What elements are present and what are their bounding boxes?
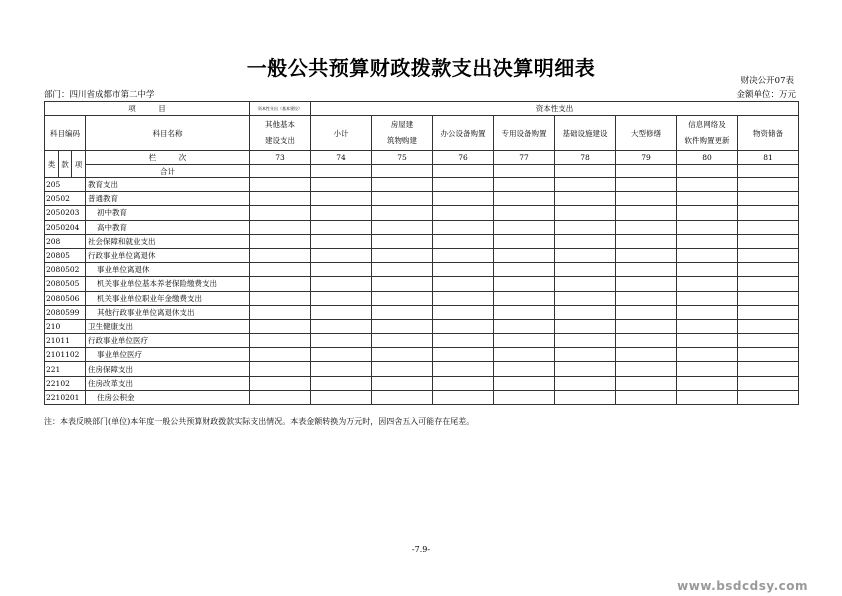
header-other-line2: 建设支出 <box>265 136 295 145</box>
amount-cell <box>494 348 555 362</box>
table-row <box>45 206 799 220</box>
amount-cell <box>677 319 738 333</box>
subject-code-cell: 2080599 <box>45 305 86 319</box>
amount-cell <box>738 305 799 319</box>
amount-cell <box>494 234 555 248</box>
subject-code-cell: 22102 <box>45 376 86 390</box>
cell <box>555 165 616 178</box>
amount-cell <box>250 319 311 333</box>
amount-cell <box>250 291 311 305</box>
amount-cell <box>677 376 738 390</box>
subject-name-cell: 教育支出 <box>86 178 250 192</box>
amount-cell <box>616 248 677 262</box>
amount-cell <box>250 277 311 291</box>
cell <box>677 165 738 178</box>
amount-cell <box>494 263 555 277</box>
col-num: 74 <box>311 151 372 165</box>
table-row <box>45 263 799 277</box>
header-capital-basic-small: 资本性支出（基本建设） <box>250 102 311 116</box>
amount-cell <box>616 390 677 404</box>
header-house-line2: 筑物购建 <box>387 136 417 145</box>
amount-cell <box>372 348 433 362</box>
col-num: 81 <box>738 151 799 165</box>
amount-cell <box>372 305 433 319</box>
amount-cell <box>433 206 494 220</box>
amount-cell <box>738 220 799 234</box>
subject-code-cell: 205 <box>45 178 86 192</box>
header-other-line1: 其他基本 <box>265 120 295 129</box>
header-info-line2: 软件购置更新 <box>684 136 730 145</box>
table-title: 一般公共预算财政拨款支出决算明细表 <box>246 56 596 80</box>
subject-name-cell: 初中教育 <box>86 206 250 220</box>
col-num: 78 <box>555 151 616 165</box>
header-lei: 类 <box>45 151 59 178</box>
amount-cell <box>738 291 799 305</box>
amount-cell <box>250 390 311 404</box>
header-material-reserve: 物资储备 <box>738 116 799 151</box>
amount-cell <box>311 248 372 262</box>
table-row <box>45 277 799 291</box>
amount-cell <box>372 263 433 277</box>
amount-cell <box>616 263 677 277</box>
subject-code-cell: 208 <box>45 234 86 248</box>
amount-cell <box>677 192 738 206</box>
subject-name-cell: 普通教育 <box>86 192 250 206</box>
amount-cell <box>677 348 738 362</box>
subject-code-cell: 2050203 <box>45 206 86 220</box>
total-row-label: 合计 <box>86 165 250 178</box>
subject-code-cell: 20502 <box>45 192 86 206</box>
amount-cell <box>677 277 738 291</box>
subject-name-cell: 住房保障支出 <box>86 362 250 376</box>
amount-cell <box>311 305 372 319</box>
amount-cell <box>738 348 799 362</box>
header-major-repair: 大型修缮 <box>616 116 677 151</box>
cell <box>311 165 372 178</box>
amount-cell <box>494 319 555 333</box>
amount-cell <box>250 192 311 206</box>
amount-cell <box>372 376 433 390</box>
header-info-line1: 信息网络及 <box>688 120 726 129</box>
amount-cell <box>311 319 372 333</box>
amount-cell <box>738 206 799 220</box>
header-kuan: 款 <box>59 151 72 178</box>
amount-cell <box>555 334 616 348</box>
header-special-equipment: 专用设备购置 <box>494 116 555 151</box>
amount-cell <box>433 234 494 248</box>
amount-cell <box>250 248 311 262</box>
amount-cell <box>616 376 677 390</box>
table-row <box>45 291 799 305</box>
amount-cell <box>433 192 494 206</box>
amount-cell <box>738 277 799 291</box>
amount-cell <box>433 334 494 348</box>
amount-cell <box>677 263 738 277</box>
amount-cell <box>311 376 372 390</box>
header-house-construction <box>372 116 433 151</box>
amount-cell <box>738 362 799 376</box>
amount-cell <box>372 248 433 262</box>
amount-cell <box>555 220 616 234</box>
table-row <box>45 234 799 248</box>
amount-cell <box>738 263 799 277</box>
amount-cell <box>738 192 799 206</box>
col-num: 80 <box>677 151 738 165</box>
header-subject-code: 科目编码 <box>45 116 86 151</box>
col-num: 73 <box>250 151 311 165</box>
amount-cell <box>372 291 433 305</box>
subject-code-cell: 210 <box>45 319 86 333</box>
subject-name-cell: 卫生健康支出 <box>86 319 250 333</box>
amount-cell <box>433 348 494 362</box>
amount-cell <box>494 376 555 390</box>
amount-cell <box>616 277 677 291</box>
subject-code-cell: 2080505 <box>45 277 86 291</box>
amount-cell <box>677 206 738 220</box>
amount-cell <box>738 248 799 262</box>
page-number: -7.9- <box>411 545 431 554</box>
amount-cell <box>616 291 677 305</box>
amount-cell <box>677 291 738 305</box>
department-label: 部门：四川省成都市第二中学 <box>44 90 155 100</box>
subject-name-cell: 行政事业单位医疗 <box>86 334 250 348</box>
table-row <box>45 192 799 206</box>
amount-unit-label: 金额单位：万元 <box>736 90 796 100</box>
amount-cell <box>555 248 616 262</box>
amount-cell <box>372 334 433 348</box>
amount-cell <box>433 319 494 333</box>
cell <box>433 165 494 178</box>
subject-name-cell: 高中教育 <box>86 220 250 234</box>
subject-name-cell: 机关事业单位职业年金缴费支出 <box>86 291 250 305</box>
cell <box>250 165 311 178</box>
expenditure-table <box>44 101 799 405</box>
amount-cell <box>372 220 433 234</box>
amount-cell <box>250 348 311 362</box>
amount-cell <box>311 178 372 192</box>
cell <box>372 165 433 178</box>
header-project: 项 目 <box>45 102 250 116</box>
amount-cell <box>311 291 372 305</box>
subject-name-cell: 住房公积金 <box>86 390 250 404</box>
table-row <box>45 362 799 376</box>
amount-cell <box>616 334 677 348</box>
subject-code-cell: 20805 <box>45 248 86 262</box>
amount-cell <box>311 192 372 206</box>
amount-cell <box>250 362 311 376</box>
amount-cell <box>555 234 616 248</box>
amount-cell <box>372 192 433 206</box>
amount-cell <box>555 277 616 291</box>
amount-cell <box>555 206 616 220</box>
subject-name-cell: 住房改革支出 <box>86 376 250 390</box>
amount-cell <box>372 234 433 248</box>
subject-code-cell: 2210201 <box>45 390 86 404</box>
amount-cell <box>494 291 555 305</box>
amount-cell <box>738 334 799 348</box>
amount-cell <box>738 234 799 248</box>
col-num: 79 <box>616 151 677 165</box>
subject-code-cell: 221 <box>45 362 86 376</box>
amount-cell <box>494 362 555 376</box>
amount-cell <box>677 234 738 248</box>
amount-cell <box>555 178 616 192</box>
amount-cell <box>738 319 799 333</box>
header-subject-name: 科目名称 <box>86 116 250 151</box>
table-row <box>45 248 799 262</box>
amount-cell <box>555 376 616 390</box>
amount-cell <box>311 234 372 248</box>
amount-cell <box>250 178 311 192</box>
table-footnote: 注：本表反映部门(单位)本年度一般公共预算财政拨款实际支出情况。本表金额转换为万元时，因四舍五入可能存在尾差。 <box>44 417 475 426</box>
subject-name-cell: 机关事业单位基本养老保险缴费支出 <box>86 277 250 291</box>
amount-cell <box>311 277 372 291</box>
amount-cell <box>311 220 372 234</box>
amount-cell <box>433 263 494 277</box>
cell <box>616 165 677 178</box>
amount-cell <box>494 220 555 234</box>
amount-cell <box>372 362 433 376</box>
header-info-network <box>677 116 738 151</box>
header-house-line1: 房屋建 <box>390 120 414 129</box>
table-row <box>45 334 799 348</box>
amount-cell <box>372 178 433 192</box>
subject-name-cell: 事业单位离退休 <box>86 263 250 277</box>
amount-cell <box>433 291 494 305</box>
header-office-equipment: 办公设备购置 <box>433 116 494 151</box>
amount-cell <box>250 376 311 390</box>
cell <box>494 165 555 178</box>
watermark: www.bsdcdsy.com <box>677 579 808 593</box>
subject-name-cell: 行政事业单位离退休 <box>86 248 250 262</box>
amount-cell <box>555 362 616 376</box>
amount-cell <box>616 305 677 319</box>
subject-code-cell: 2101102 <box>45 348 86 362</box>
table-row <box>45 390 799 404</box>
header-other-basic-construction <box>250 116 311 151</box>
amount-cell <box>433 248 494 262</box>
amount-cell <box>311 362 372 376</box>
amount-cell <box>555 348 616 362</box>
subject-code-cell: 2080506 <box>45 291 86 305</box>
amount-cell <box>494 206 555 220</box>
header-xiang: 项 <box>72 151 86 178</box>
amount-cell <box>250 263 311 277</box>
amount-cell <box>433 220 494 234</box>
amount-cell <box>433 376 494 390</box>
header-infrastructure: 基础设施建设 <box>555 116 616 151</box>
amount-cell <box>616 220 677 234</box>
amount-cell <box>494 334 555 348</box>
amount-cell <box>494 305 555 319</box>
amount-cell <box>250 334 311 348</box>
amount-cell <box>677 362 738 376</box>
amount-cell <box>677 220 738 234</box>
amount-cell <box>250 220 311 234</box>
amount-cell <box>311 263 372 277</box>
amount-cell <box>738 390 799 404</box>
amount-cell <box>494 178 555 192</box>
amount-cell <box>677 178 738 192</box>
amount-cell <box>616 178 677 192</box>
amount-cell <box>555 319 616 333</box>
amount-cell <box>433 390 494 404</box>
amount-cell <box>616 206 677 220</box>
amount-cell <box>616 362 677 376</box>
amount-cell <box>555 390 616 404</box>
subject-code-cell: 2050204 <box>45 220 86 234</box>
amount-cell <box>677 390 738 404</box>
form-code: 财决公开07表 <box>740 76 794 86</box>
subject-code-cell: 2080502 <box>45 263 86 277</box>
amount-cell <box>433 277 494 291</box>
amount-cell <box>494 248 555 262</box>
table-row <box>45 178 799 192</box>
table-row <box>45 305 799 319</box>
amount-cell <box>677 248 738 262</box>
header-column-number-label: 栏 次 <box>86 151 250 165</box>
amount-cell <box>494 192 555 206</box>
subject-code-cell: 21011 <box>45 334 86 348</box>
amount-cell <box>372 319 433 333</box>
amount-cell <box>372 390 433 404</box>
amount-cell <box>555 263 616 277</box>
amount-cell <box>250 234 311 248</box>
cell <box>738 165 799 178</box>
amount-cell <box>616 348 677 362</box>
amount-cell <box>738 376 799 390</box>
col-num: 77 <box>494 151 555 165</box>
amount-cell <box>372 277 433 291</box>
amount-cell <box>555 291 616 305</box>
amount-cell <box>616 192 677 206</box>
amount-cell <box>250 206 311 220</box>
amount-cell <box>494 277 555 291</box>
amount-cell <box>616 234 677 248</box>
amount-cell <box>433 178 494 192</box>
amount-cell <box>677 334 738 348</box>
amount-cell <box>738 178 799 192</box>
header-subtotal: 小计 <box>311 116 372 151</box>
amount-cell <box>433 305 494 319</box>
amount-cell <box>311 348 372 362</box>
amount-cell <box>494 390 555 404</box>
table-row <box>45 376 799 390</box>
header-capital-expenditure: 资本性支出 <box>311 102 799 116</box>
amount-cell <box>311 206 372 220</box>
table-row <box>45 319 799 333</box>
col-num: 75 <box>372 151 433 165</box>
table-row <box>45 220 799 234</box>
subject-name-cell: 其他行政事业单位离退休支出 <box>86 305 250 319</box>
table-row <box>45 348 799 362</box>
amount-cell <box>433 362 494 376</box>
amount-cell <box>616 319 677 333</box>
col-num: 76 <box>433 151 494 165</box>
amount-cell <box>311 334 372 348</box>
amount-cell <box>372 206 433 220</box>
amount-cell <box>555 305 616 319</box>
amount-cell <box>250 305 311 319</box>
amount-cell <box>677 305 738 319</box>
subject-name-cell: 事业单位医疗 <box>86 348 250 362</box>
amount-cell <box>311 390 372 404</box>
amount-cell <box>555 192 616 206</box>
subject-name-cell: 社会保障和就业支出 <box>86 234 250 248</box>
